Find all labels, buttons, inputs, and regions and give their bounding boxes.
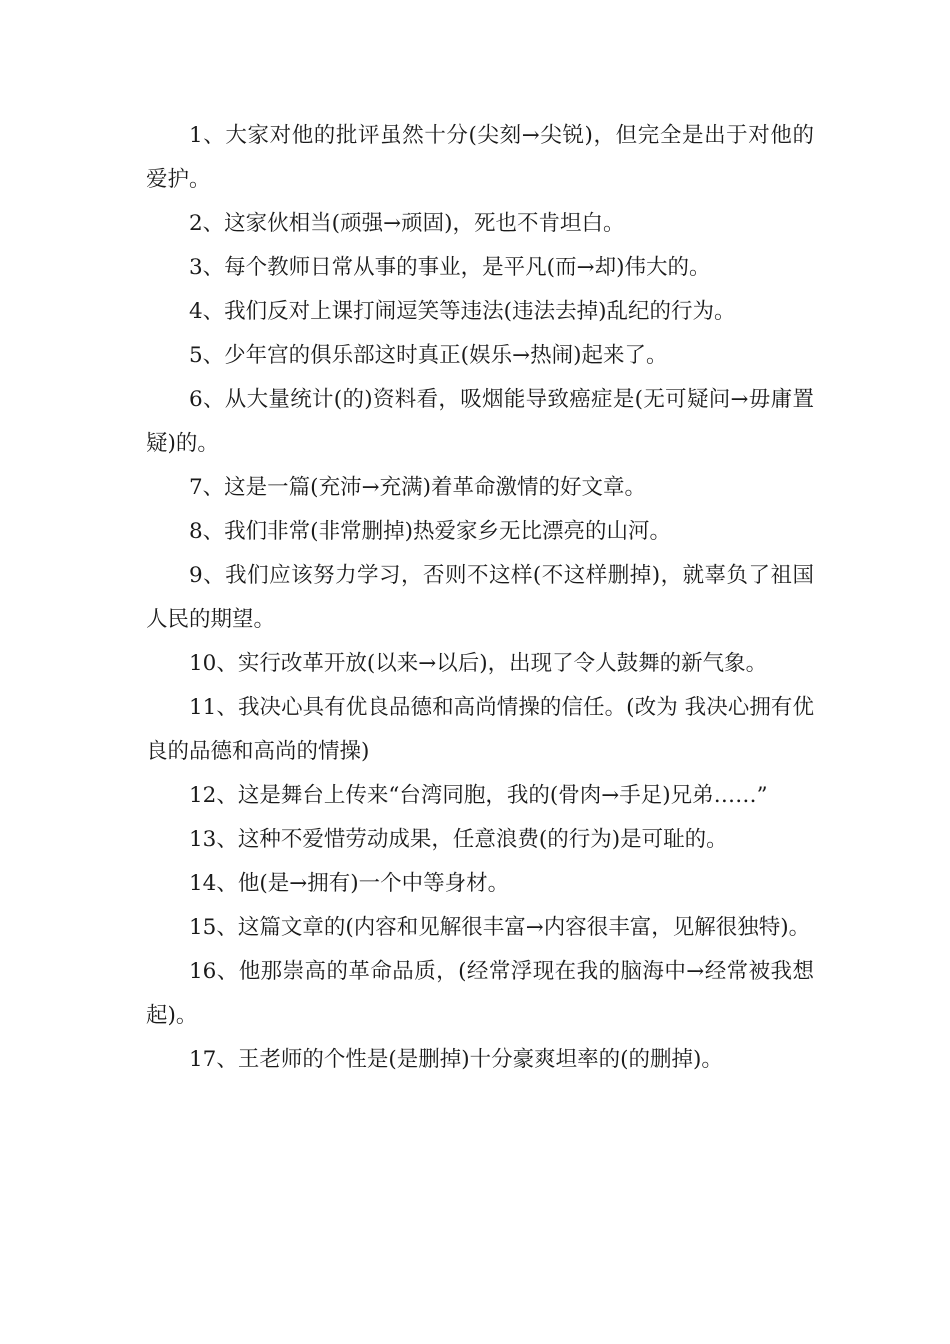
sentence-9: 9、我们应该努力学习，否则不这样(不这样删掉)，就辜负了祖国人民的期望。 [146,563,814,632]
sentence-6: 6、从大量统计(的)资料看，吸烟能导致癌症是(无可疑问→毋庸置疑)的。 [146,387,814,456]
sentence-12: 12、这是舞台上传来“台湾同胞，我的(骨肉→手足)兄弟……” [189,783,768,808]
document-body [146,114,814,1082]
sentence-8: 8、我们非常(非常删掉)热爱家乡无比漂亮的山河。 [189,519,671,544]
sentence-2: 2、这家伙相当(顽强→顽固)，死也不肯坦白。 [189,211,625,236]
sentence-17: 17、王老师的个性是(是删掉)十分豪爽坦率的(的删掉)。 [189,1047,723,1072]
sentence-1: 1、大家对他的批评虽然十分(尖刻→尖锐)，但完全是出于对他的爱护。 [146,123,814,192]
sentence-16: 16、他那崇高的革命品质，(经常浮现在我的脑海中→经常被我想起)。 [146,959,814,1028]
sentence-7: 7、这是一篇(充沛→充满)着革命激情的好文章。 [189,475,646,500]
sentence-15: 15、这篇文章的(内容和见解很丰富→内容很丰富，见解很独特)。 [189,915,811,940]
sentence-13: 13、这种不爱惜劳动成果，任意浪费(的行为)是可耻的。 [189,827,728,852]
sentence-10: 10、实行改革开放(以来→以后)，出现了令人鼓舞的新气象。 [189,651,768,676]
sentence-4: 4、我们反对上课打闹逗笑等违法(违法去掉)乱纪的行为。 [189,299,736,324]
sentence-3: 3、每个教师日常从事的事业，是平凡(而→却)伟大的。 [189,255,711,280]
sentence-11: 11、我决心具有优良品德和高尚情操的信任。(改为 我决心拥有优良的品德和高尚的情操) [146,695,814,764]
sentence-14: 14、他(是→拥有)一个中等身材。 [189,871,510,896]
sentence-5: 5、少年宫的俱乐部这时真正(娱乐→热闹)起来了。 [189,343,668,368]
